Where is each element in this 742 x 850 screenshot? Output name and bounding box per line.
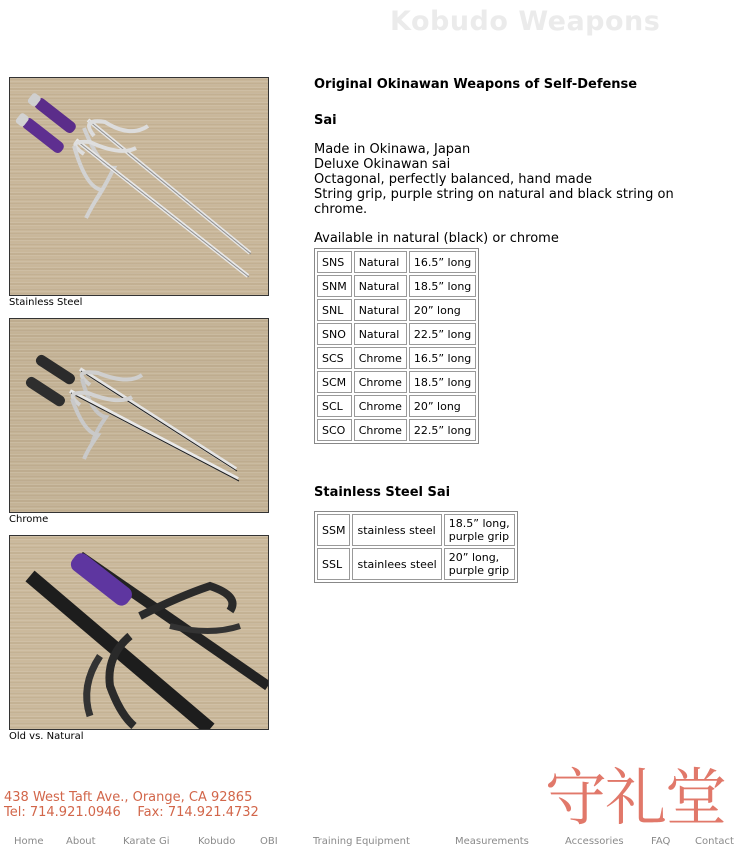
nav-faq[interactable]: FAQ	[651, 836, 671, 847]
table-cell: stainlees steel	[352, 548, 441, 580]
table-cell: Chrome	[354, 347, 407, 369]
table-row	[317, 323, 476, 345]
description-line: Deluxe Okinawan sai	[314, 157, 451, 172]
table-cell	[444, 548, 515, 580]
table-cell: SNL	[317, 299, 352, 321]
table-row	[317, 419, 476, 441]
old-vs-natural-sai-photo	[9, 535, 269, 730]
nav-measurements[interactable]: Measurements	[455, 836, 529, 847]
nav-obi[interactable]: OBI	[260, 836, 278, 847]
table-cell: SCL	[317, 395, 352, 417]
table-cell: stainless steel	[352, 514, 441, 546]
nav-about[interactable]: About	[66, 836, 96, 847]
table-cell: Natural	[354, 275, 407, 297]
table-row	[317, 299, 476, 321]
nav-accessories[interactable]: Accessories	[565, 836, 624, 847]
table-cell: 22.5” long	[409, 323, 476, 345]
availability-text: Available in natural (black) or chrome	[314, 231, 559, 246]
chrome-sai-photo	[9, 318, 269, 513]
table-cell: SNO	[317, 323, 352, 345]
photo-caption: Chrome	[9, 514, 49, 525]
table-cell: Natural	[354, 251, 407, 273]
description-line: Made in Okinawa, Japan	[314, 142, 471, 157]
photo-caption: Old vs. Natural	[9, 731, 84, 742]
table-cell: 16.5” long	[409, 347, 476, 369]
length-text: 20” long,	[448, 551, 500, 564]
site-title: Kobudo Weapons	[390, 6, 661, 37]
sai-product-table	[314, 248, 479, 444]
contact-info	[4, 790, 259, 820]
table-cell: Chrome	[354, 395, 407, 417]
table-cell: SSL	[317, 548, 350, 580]
page-heading: Original Okinawan Weapons of Self-Defense	[314, 77, 638, 92]
shureido-logo: 守礼堂	[545, 761, 726, 834]
table-cell: 20” long	[409, 299, 476, 321]
stainless-steel-heading: Stainless Steel Sai	[314, 485, 451, 500]
table-cell: 20” long	[409, 395, 476, 417]
grip-text: purple grip	[448, 530, 510, 543]
description-list	[314, 142, 724, 217]
table-row	[317, 548, 515, 580]
product-subheading: Sai	[314, 113, 337, 128]
table-cell: Chrome	[354, 419, 407, 441]
table-cell: 18.5” long	[409, 371, 476, 393]
description-line: Octagonal, perfectly balanced, hand made	[314, 172, 592, 187]
table-cell: 18.5” long	[409, 275, 476, 297]
table-cell: 22.5” long	[409, 419, 476, 441]
table-cell: SCM	[317, 371, 352, 393]
nav-home[interactable]: Home	[14, 836, 44, 847]
table-row	[317, 251, 476, 273]
table-row	[317, 371, 476, 393]
table-cell: 16.5” long	[409, 251, 476, 273]
address-line: 438 West Taft Ave., Orange, CA 92865	[4, 790, 253, 805]
product-description	[314, 77, 724, 246]
nav-contact[interactable]: Contact	[695, 836, 734, 847]
table-cell: Natural	[354, 323, 407, 345]
stainless-steel-sai-photo	[9, 77, 269, 296]
table-cell: SCS	[317, 347, 352, 369]
table-row	[317, 514, 515, 546]
description-line: String grip, purple string on natural and black string on chrome.	[314, 187, 674, 217]
table-cell: Chrome	[354, 371, 407, 393]
table-cell: SCO	[317, 419, 352, 441]
table-row	[317, 347, 476, 369]
length-text: 18.5” long,	[448, 517, 510, 530]
table-cell	[444, 514, 515, 546]
table-cell: SNS	[317, 251, 352, 273]
nav-karate-gi[interactable]: Karate Gi	[123, 836, 170, 847]
phone-line: Tel: 714.921.0946 Fax: 714.921.4732	[4, 805, 259, 820]
table-cell: SSM	[317, 514, 350, 546]
table-row	[317, 275, 476, 297]
table-cell: SNM	[317, 275, 352, 297]
nav-kobudo[interactable]: Kobudo	[198, 836, 236, 847]
photo-caption: Stainless Steel	[9, 297, 83, 308]
table-row	[317, 395, 476, 417]
nav-training-equipment[interactable]: Training Equipment	[313, 836, 410, 847]
stainless-product-table	[314, 511, 518, 583]
table-cell: Natural	[354, 299, 407, 321]
grip-text: purple grip	[448, 564, 510, 577]
footer-nav	[0, 836, 742, 850]
